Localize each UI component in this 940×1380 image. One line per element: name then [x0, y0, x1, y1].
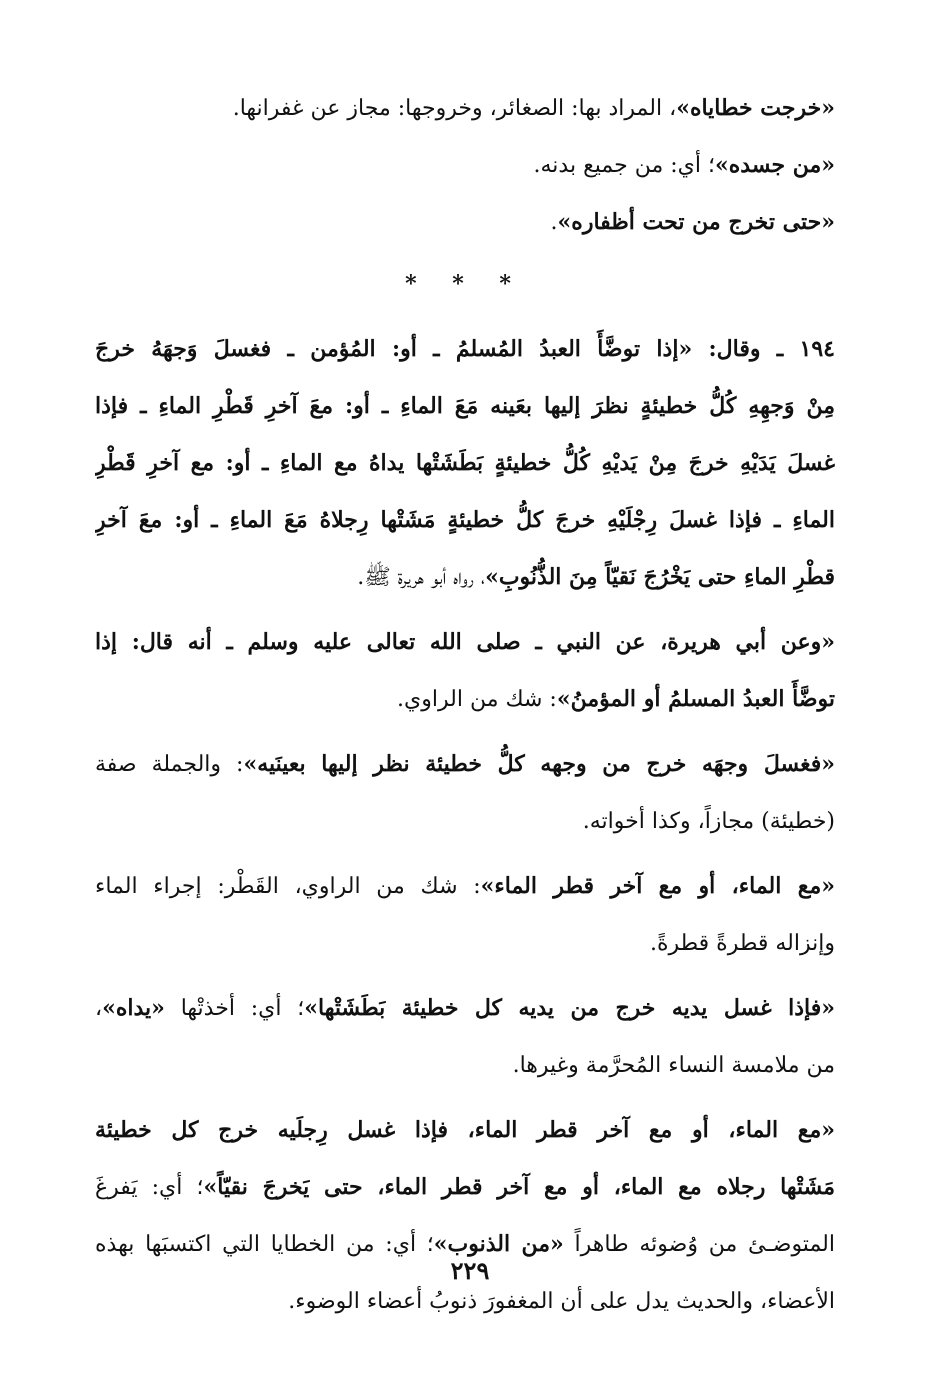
quoted-phrase: «يداه» [102, 995, 165, 1021]
explanation-text: ؛ أي: من الخطايا التي اكتسبَها بهذه [95, 1232, 434, 1257]
explanation-text: . [550, 210, 558, 235]
explanation-text: المتوضـئ من وُضوئه طاهراً [563, 1232, 835, 1257]
commentary-line: «وعن أبي هريرة، عن النبي ـ صلى الله تعالى عليه وسلم ـ أنه قال: إذا [95, 629, 835, 655]
commentary-paragraph [95, 736, 835, 850]
quoted-phrase: توضَّأَ العبدُ المسلمُ أو المؤمنُ» [556, 686, 835, 712]
explanation-text: : والجملة صفة [95, 752, 244, 777]
commentary-paragraph [95, 1102, 835, 1330]
commentary-paragraph [95, 858, 835, 972]
commentary-paragraph [95, 614, 835, 728]
explanation-text: : شك من الراوي، القَطْر: إجراء الماء [95, 874, 481, 899]
commentary-line: (خطيئة) مجازاً، وكذا أخواته. [582, 809, 835, 834]
quoted-phrase: مَشَتْها رجلاه مع الماء، أو مع آخر قطر الماء، حتى يَخرجَ نقيّاً» [203, 1174, 835, 1200]
page-number: ٢٢٩ [450, 1256, 490, 1285]
commentary-line [95, 858, 835, 915]
commentary-line [95, 194, 835, 251]
quoted-phrase: «فإذا غسل يديه خرج من يديه كل خطيئة بَطَشَتْها» [304, 995, 835, 1021]
hadith-line: غسلَ يَدَيْهِ خرجَ مِنْ يَديْهِ كُلُّ خطيئةٍ بَطَشَتْها يداهُ مع الماءِ ـ أو: مع آخرِ قَطْرِ [95, 450, 835, 476]
quoted-phrase: «مع الماء، أو مع آخر قطر الماء» [480, 873, 835, 899]
hadith-194 [95, 321, 835, 606]
commentary-line: الأعضاء، والحديث يدل على أن المغفورَ ذنوبُ أعضاء الوضوء. [288, 1289, 835, 1314]
commentary-line: «مع الماء، أو مع آخر قطر الماء، فإذا غسل رِجلَيه خرج كل خطيئة [95, 1117, 835, 1143]
quoted-phrase: «من جسده» [715, 152, 835, 178]
explanation-text: ؛ أي: من جميع بدنه. [533, 153, 715, 178]
hadith-text: قطْرِ الماءِ حتى يَخْرُجَ نَقيّاً مِنَ الذُّنُوبِ» [485, 564, 835, 590]
quoted-phrase: «حتى تخرج من تحت أظفاره» [557, 209, 835, 235]
quoted-phrase: «من الذنوب» [433, 1231, 564, 1257]
commentary-line [95, 980, 835, 1037]
commentary-line: وإنزاله قطرةً قطرةً. [649, 931, 835, 956]
commentary-line [95, 80, 835, 137]
explanation-text: ، [95, 996, 103, 1021]
explanation-text: ، المراد بها: الصغائر، وخروجها: مجاز عن غفرانها. [232, 96, 677, 121]
commentary-paragraph [95, 980, 835, 1094]
hadith-line: مِنْ وَجهِهِ كُلُّ خطيئةٍ نظرَ إليها بعَينه مَعَ الماءِ ـ أو: معَ آخرِ قَطْرِ الماءِ ـ فإذا [95, 393, 835, 419]
explanation-text: : شك من الراوي. [397, 687, 557, 712]
page-body [95, 80, 835, 1330]
explanation-text: ؛ أي: يَفرغَ [95, 1175, 204, 1200]
section-separator: * * * [405, 271, 525, 297]
commentary-line: من ملامسة النساء المُحرَّمة وغيرها. [512, 1053, 835, 1078]
quoted-phrase: «خرجت خطاياه» [676, 95, 835, 121]
hadith-line: ١٩٤ ـ وقال: «إذا توضَّأَ العبدُ المُسلمُ ـ أو: المُؤمن ـ فغسلَ وَجهَهُ خرجَ [95, 336, 835, 362]
quoted-phrase: «فغسلَ وجهَه خرج من وجهه كلُّ خطيئة نظر إليها بعينَيه» [243, 751, 835, 777]
hadith-line: الماءِ ـ فإذا غسلَ رِجْلَيْهِ خرجَ كلُّ خطيئةٍ مَشَتْها رِجلاهُ مَعَ الماءِ ـ أو: معَ آخرِ [95, 507, 835, 533]
commentary-line [95, 736, 835, 793]
commentary-line [95, 137, 835, 194]
commentary-line [95, 671, 835, 728]
hadith-line [95, 549, 835, 606]
narrator-text: ، رواه أبو هريرة ﷺ. [357, 565, 486, 590]
explanation-text: ؛ أي: أخذتْها [164, 996, 305, 1021]
commentary-line [95, 1159, 835, 1216]
